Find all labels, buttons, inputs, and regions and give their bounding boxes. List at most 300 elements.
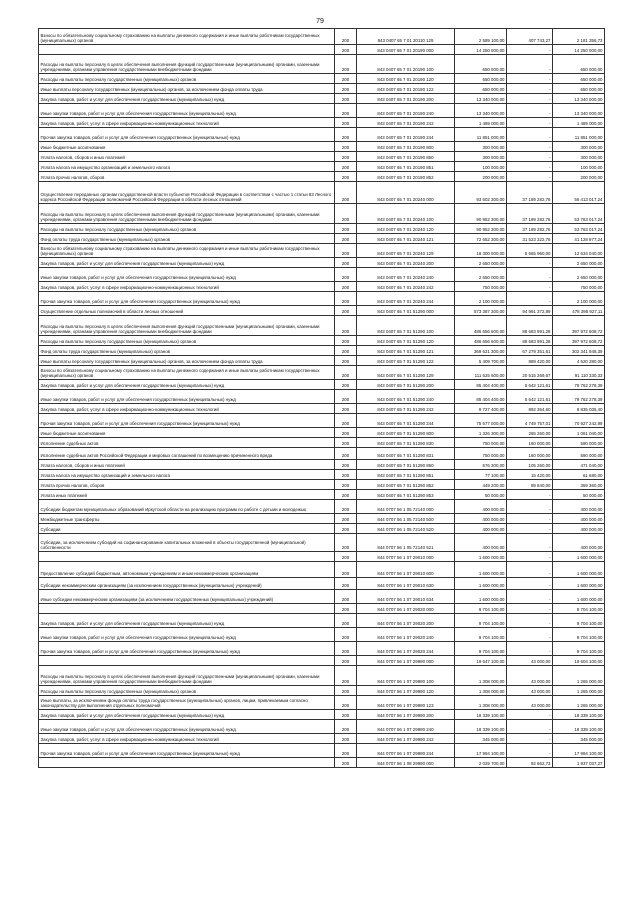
row-code-cell: 200 — [335, 94, 357, 104]
row-code-cell: 200 — [335, 686, 357, 696]
row-kbk-cell: 843 0407 65 7 01 20190 240 — [357, 104, 455, 118]
row-approved-cell: 18 339 100,00 — [455, 720, 507, 734]
row-executed-cell: 160 000,00 — [507, 438, 553, 448]
row-code-cell: 200 — [335, 162, 357, 172]
row-executed-cell: - — [507, 710, 553, 720]
row-code-cell: 200 — [335, 514, 357, 524]
row-code-cell: 200 — [335, 710, 357, 720]
row-approved-cell: 85 404 400,00 — [455, 380, 507, 390]
table-row — [39, 94, 605, 104]
row-executed-cell: 889 420,00 — [507, 356, 553, 366]
row-executed-cell: 265 260,00 — [507, 428, 553, 438]
row-approved-cell: 2 650 000,00 — [455, 268, 507, 282]
row-unexecuted-cell: 70 927 242,99 — [553, 414, 605, 428]
row-name-cell: Фонд оплаты труда государственных (муниципальных) органов — [39, 346, 335, 356]
row-name-cell: Иные закупки товаров, работ и услуг для обеспечения государственных (муниципальных) нужд — [39, 628, 335, 642]
row-unexecuted-cell: 2 100 000,00 — [553, 292, 605, 306]
row-name-cell: Расходы на выплаты персоналу в целях обеспечения выполнения функций государственными (муниципальными) органами, казенными учреждениями, органами управления государственными внебюджетными фондами — [39, 204, 335, 224]
row-approved-cell: 2 100 000,00 — [455, 292, 507, 306]
table-row — [39, 720, 605, 734]
row-unexecuted-cell: 400 000,00 — [553, 524, 605, 534]
row-code-cell: 200 — [335, 758, 357, 768]
row-code-cell: 200 — [335, 346, 357, 356]
row-code-cell: 200 — [335, 448, 357, 460]
table-row — [39, 292, 605, 306]
row-kbk-cell: 843 0407 65 7 01 20240 200 — [357, 258, 455, 268]
row-approved-cell: 77 100,00 — [455, 470, 507, 480]
row-unexecuted-cell: 13 340 000,00 — [553, 94, 605, 104]
row-approved-cell: 449 200,00 — [455, 480, 507, 490]
table-row — [39, 614, 605, 628]
row-kbk-cell: 843 0407 65 7 01 20240 120 — [357, 224, 455, 234]
row-executed-cell: 94 991 372,89 — [507, 306, 553, 316]
row-name-cell: Исполнение судебных актов Российской Федерации и мировых соглашений по возмещению причиненного вреда — [39, 448, 335, 460]
row-unexecuted-cell: 400 000,00 — [553, 534, 605, 552]
row-name-cell: Прочая закупка товаров, работ и услуг для обеспечения государственных (муниципальных) нужд — [39, 128, 335, 142]
row-kbk-cell: 843 0407 65 7 01 51290 831 — [357, 448, 455, 460]
row-unexecuted-cell: 100 000,00 — [553, 162, 605, 172]
row-unexecuted-cell: 18 339 100,00 — [553, 710, 605, 720]
row-executed-cell: - — [507, 578, 553, 590]
table-row — [39, 460, 605, 470]
table-row — [39, 490, 605, 500]
row-unexecuted-cell: 1 265 000,00 — [553, 686, 605, 696]
row-name-cell: Взносы по обязательному социальному страхованию на выплаты денежного содержания и иные выплаты работникам государственных (муниципальных) органов — [39, 244, 335, 258]
row-code-cell: 200 — [335, 128, 357, 142]
row-code-cell: 200 — [335, 562, 357, 578]
row-approved-cell: 85 404 400,00 — [455, 390, 507, 404]
row-code-cell: 200 — [335, 74, 357, 84]
row-approved-cell: 1 600 000,00 — [455, 578, 507, 590]
row-kbk-cell: 844 0707 56 1 07 29990 244 — [357, 744, 455, 758]
row-kbk-cell: 844 0707 56 1 07 29020 200 — [357, 614, 455, 628]
row-unexecuted-cell: 56 413 017,24 — [553, 182, 605, 204]
row-code-cell: 200 — [335, 182, 357, 204]
table-row — [39, 172, 605, 182]
table-row — [39, 29, 605, 45]
row-name-cell — [39, 552, 335, 562]
row-code-cell: 200 — [335, 244, 357, 258]
table-row — [39, 524, 605, 534]
table-row — [39, 404, 605, 414]
table-row — [39, 268, 605, 282]
row-name-cell: Иные бюджетные ассигнования — [39, 428, 335, 438]
row-approved-cell: 750 000,00 — [455, 438, 507, 448]
row-approved-cell: 573 387 300,00 — [455, 306, 507, 316]
row-executed-cell: - — [507, 490, 553, 500]
row-kbk-cell: 844 0707 56 1 07 29990 240 — [357, 720, 455, 734]
row-approved-cell: 400 000,00 — [455, 524, 507, 534]
row-kbk-cell: 844 0707 56 1 05 72140 520 — [357, 524, 455, 534]
row-executed-cell: 5 642 121,61 — [507, 380, 553, 390]
row-executed-cell: - — [507, 128, 553, 142]
row-code-cell: 200 — [335, 438, 357, 448]
row-name-cell: Расходы на выплаты персоналу государственных (муниципальных) органов — [39, 336, 335, 346]
row-executed-cell: - — [507, 514, 553, 524]
row-approved-cell: 486 656 600,00 — [455, 316, 507, 336]
row-executed-cell: 88 683 991,28 — [507, 316, 553, 336]
row-kbk-cell: 844 0707 56 1 07 29990 242 — [357, 734, 455, 744]
table-row — [39, 552, 605, 562]
table-row — [39, 366, 605, 380]
row-kbk-cell: 843 0407 65 7 01 51290 851 — [357, 470, 455, 480]
row-name-cell: Иные закупки товаров, работ и услуг для обеспечения государственных (муниципальных) нужд — [39, 268, 335, 282]
row-unexecuted-cell: 1 061 040,00 — [553, 428, 605, 438]
row-kbk-cell: 843 0407 65 7 01 51290 852 — [357, 480, 455, 490]
row-kbk-cell: 844 0707 56 1 07 29020 244 — [357, 642, 455, 656]
row-kbk-cell: 843 0407 65 7 01 20190 852 — [357, 172, 455, 182]
row-executed-cell: 5 665 960,00 — [507, 244, 553, 258]
row-code-cell: 200 — [335, 614, 357, 628]
row-approved-cell: 90 952 300,00 — [455, 224, 507, 234]
row-name-cell: Субсидии, за исключением субсидий на софинансирование капитальных вложений в объекты государственной (муниципальной) собственности — [39, 534, 335, 552]
row-executed-cell: 43 000,00 — [507, 656, 553, 666]
row-kbk-cell: 844 0707 56 1 07 29990 100 — [357, 666, 455, 686]
row-unexecuted-cell: 2 650 000,00 — [553, 268, 605, 282]
table-row — [39, 710, 605, 720]
row-kbk-cell: 843 0407 65 7 01 20240 121 — [357, 234, 455, 244]
row-approved-cell: 9 727 400,00 — [455, 404, 507, 414]
row-executed-cell: 92 662,73 — [507, 758, 553, 768]
row-name-cell: Взносы по обязательному социальному страхованию на выплаты денежного содержания и иные выплаты работникам государственных (муниципальных) органов — [39, 366, 335, 380]
row-executed-cell: 43 000,00 — [507, 666, 553, 686]
row-unexecuted-cell: 300 000,00 — [553, 142, 605, 152]
row-unexecuted-cell: 300 000,00 — [553, 152, 605, 162]
row-approved-cell: 369 621 300,00 — [455, 346, 507, 356]
row-executed-cell: 407 743,27 — [507, 29, 553, 45]
row-unexecuted-cell: 91 110 330,33 — [553, 366, 605, 380]
row-name-cell — [39, 656, 335, 666]
row-approved-cell: 650 000,00 — [455, 84, 507, 94]
row-code-cell: 200 — [335, 258, 357, 268]
row-kbk-cell: 843 0407 65 7 01 51290 830 — [357, 438, 455, 448]
table-row — [39, 224, 605, 234]
row-approved-cell: 1 489 000,00 — [455, 118, 507, 128]
row-code-cell: 200 — [335, 142, 357, 152]
row-unexecuted-cell: 1 600 000,00 — [553, 578, 605, 590]
row-approved-cell: 2 029 700,00 — [455, 758, 507, 768]
row-approved-cell: 750 000,00 — [455, 282, 507, 292]
row-kbk-cell: 843 0407 65 7 01 51290 244 — [357, 414, 455, 428]
row-code-cell: 200 — [335, 428, 357, 438]
row-kbk-cell: 843 0407 65 7 01 51290 122 — [357, 356, 455, 366]
row-executed-cell: - — [507, 74, 553, 84]
table-row — [39, 244, 605, 258]
row-code-cell: 200 — [335, 734, 357, 744]
row-name-cell: Осуществление отдельных полномочий в области лесных отношений — [39, 306, 335, 316]
row-name-cell: Закупка товаров, работ, услуг в сфере информационно-коммуникационных технологий — [39, 404, 335, 414]
row-approved-cell: 5 409 700,00 — [455, 356, 507, 366]
row-executed-cell: 43 000,00 — [507, 696, 553, 710]
row-code-cell: 200 — [335, 656, 357, 666]
row-approved-cell: 9 704 100,00 — [455, 628, 507, 642]
row-name-cell: Уплата иных платежей — [39, 490, 335, 500]
row-executed-cell: 20 515 269,67 — [507, 366, 553, 380]
row-kbk-cell: 843 0407 65 7 01 51290 242 — [357, 404, 455, 414]
row-unexecuted-cell: 1 489 000,00 — [553, 118, 605, 128]
row-name-cell: Закупка товаров, работ и услуг для обеспечения государственных (муниципальных) нужд — [39, 94, 335, 104]
row-unexecuted-cell: 2 181 356,73 — [553, 29, 605, 45]
row-code-cell: 200 — [335, 29, 357, 45]
row-kbk-cell: 843 0407 65 7 01 51290 800 — [357, 428, 455, 438]
row-kbk-cell: 844 0707 56 1 07 29010 634 — [357, 590, 455, 604]
row-name-cell: Расходы на выплаты персоналу в целях обеспечения выполнения функций государственными (муниципальными) органами, казенными учреждениями, органами управления государственными внебюджетными фондами — [39, 55, 335, 74]
row-code-cell: 200 — [335, 268, 357, 282]
row-approved-cell: 400 000,00 — [455, 500, 507, 514]
table-row — [39, 380, 605, 390]
row-unexecuted-cell: 19 604 100,00 — [553, 656, 605, 666]
row-name-cell — [39, 45, 335, 55]
table-row — [39, 534, 605, 552]
row-name-cell: Иные выплаты персоналу государственных (муниципальных) органов, за исключением фонда оплаты труда — [39, 84, 335, 94]
row-name-cell: Уплата налога на имущество организаций и земельного налога — [39, 470, 335, 480]
budget-table-body — [39, 29, 605, 768]
table-row — [39, 162, 605, 172]
table-row — [39, 306, 605, 316]
row-kbk-cell: 843 0407 65 7 01 20110 129 — [357, 29, 455, 45]
row-name-cell: Расходы на выплаты персоналу государственных (муниципальных) органов — [39, 686, 335, 696]
row-approved-cell: 300 000,00 — [455, 142, 507, 152]
row-name-cell: Закупка товаров, работ и услуг для обеспечения государственных (муниципальных) нужд — [39, 258, 335, 268]
table-row — [39, 686, 605, 696]
table-row — [39, 152, 605, 162]
row-name-cell: Уплата налогов, сборов и иных платежей — [39, 152, 335, 162]
row-code-cell: 200 — [335, 696, 357, 710]
row-executed-cell: - — [507, 590, 553, 604]
row-unexecuted-cell: 12 634 040,00 — [553, 244, 605, 258]
row-approved-cell: 1 326 300,00 — [455, 428, 507, 438]
row-code-cell: 200 — [335, 534, 357, 552]
row-code-cell: 200 — [335, 55, 357, 74]
row-executed-cell: 43 000,00 — [507, 686, 553, 696]
table-row — [39, 258, 605, 268]
row-kbk-cell: 844 0707 56 1 07 29990 000 — [357, 656, 455, 666]
row-name-cell: Иные выплаты персоналу государственных (муниципальных) органов, за исключением фонда оплаты труда — [39, 356, 335, 366]
row-executed-cell: - — [507, 562, 553, 578]
row-name-cell: Взносы по обязательному социальному страхованию на выплаты денежного содержания и иные выплаты работникам государственных (муниципальных) органов — [39, 29, 335, 45]
row-executed-cell: 88 683 991,28 — [507, 336, 553, 346]
row-unexecuted-cell: 61 680,00 — [553, 470, 605, 480]
row-name-cell: Прочая закупка товаров, работ и услуг для обеспечения государственных (муниципальных) нужд — [39, 414, 335, 428]
row-unexecuted-cell: 1 265 000,00 — [553, 666, 605, 686]
table-row — [39, 590, 605, 604]
row-code-cell: 200 — [335, 306, 357, 316]
table-row — [39, 128, 605, 142]
row-unexecuted-cell: 1 600 000,00 — [553, 562, 605, 578]
row-name-cell: Закупка товаров, работ и услуг для обеспечения государственных (муниципальных) нужд — [39, 380, 335, 390]
row-kbk-cell: 843 0407 65 7 01 51290 200 — [357, 380, 455, 390]
row-unexecuted-cell: 9 704 100,00 — [553, 628, 605, 642]
row-code-cell: 200 — [335, 604, 357, 614]
row-name-cell: Расходы на выплаты персоналу государственных (муниципальных) органов — [39, 74, 335, 84]
row-approved-cell: 14 250 000,00 — [455, 45, 507, 55]
row-kbk-cell: 844 0707 56 1 07 29990 123 — [357, 696, 455, 710]
row-kbk-cell: 843 0407 65 7 01 20190 120 — [357, 74, 455, 84]
row-kbk-cell: 843 0407 65 7 01 20190 244 — [357, 128, 455, 142]
row-name-cell: Расходы на выплаты персоналу в целях обеспечения выполнения функций государственными (муниципальными) органами, казенными учреждениями, органами управления государственными внебюджетными фондами — [39, 316, 335, 336]
table-row — [39, 696, 605, 710]
row-unexecuted-cell: 750 000,00 — [553, 282, 605, 292]
table-row — [39, 55, 605, 74]
table-row — [39, 562, 605, 578]
row-approved-cell: 90 952 300,00 — [455, 204, 507, 224]
row-approved-cell: 576 300,00 — [455, 460, 507, 470]
row-unexecuted-cell: 400 000,00 — [553, 500, 605, 514]
row-executed-cell: - — [507, 84, 553, 94]
row-code-cell: 200 — [335, 500, 357, 514]
row-unexecuted-cell: 1 265 000,00 — [553, 696, 605, 710]
row-executed-cell: - — [507, 162, 553, 172]
row-name-cell: Прочая закупка товаров, работ и услуг для обеспечения государственных (муниципальных) нужд — [39, 744, 335, 758]
row-code-cell: 200 — [335, 380, 357, 390]
row-executed-cell: - — [507, 55, 553, 74]
row-executed-cell: 5 642 121,61 — [507, 390, 553, 404]
row-executed-cell: - — [507, 534, 553, 552]
row-code-cell: 200 — [335, 744, 357, 758]
page-number: 79 — [316, 18, 324, 25]
table-row — [39, 118, 605, 128]
row-code-cell: 200 — [335, 356, 357, 366]
row-approved-cell: 2 650 000,00 — [455, 258, 507, 268]
row-kbk-cell: 844 0707 56 1 07 29010 000 — [357, 552, 455, 562]
row-unexecuted-cell: 2 650 000,00 — [553, 258, 605, 268]
row-kbk-cell: 844 0707 56 1 05 72140 000 — [357, 500, 455, 514]
row-code-cell: 200 — [335, 404, 357, 414]
row-executed-cell: - — [507, 268, 553, 282]
row-executed-cell: - — [507, 142, 553, 152]
row-executed-cell: - — [507, 292, 553, 306]
row-executed-cell: - — [507, 258, 553, 268]
table-row — [39, 656, 605, 666]
table-row — [39, 428, 605, 438]
row-executed-cell: - — [507, 552, 553, 562]
row-unexecuted-cell: 41 128 977,24 — [553, 234, 605, 244]
table-row — [39, 204, 605, 224]
row-name-cell: Иные бюджетные ассигнования — [39, 142, 335, 152]
row-code-cell: 200 — [335, 590, 357, 604]
budget-table — [38, 28, 605, 768]
row-executed-cell: 67 279 351,61 — [507, 346, 553, 356]
row-approved-cell: 19 647 100,00 — [455, 656, 507, 666]
row-kbk-cell: 844 0707 56 1 07 29990 120 — [357, 686, 455, 696]
row-kbk-cell: 843 0407 65 7 01 51290 121 — [357, 346, 455, 356]
row-unexecuted-cell: 8 835 035,40 — [553, 404, 605, 414]
table-row — [39, 734, 605, 744]
row-kbk-cell: 843 0407 65 7 01 51290 850 — [357, 460, 455, 470]
row-approved-cell: 200 000,00 — [455, 172, 507, 182]
row-kbk-cell: 843 0407 65 7 01 20240 129 — [357, 244, 455, 258]
row-executed-cell: - — [507, 94, 553, 104]
row-approved-cell: 300 000,00 — [455, 152, 507, 162]
row-unexecuted-cell: 397 972 608,72 — [553, 336, 605, 346]
row-unexecuted-cell: 17 994 100,00 — [553, 744, 605, 758]
row-executed-cell: - — [507, 744, 553, 758]
row-kbk-cell: 843 0407 65 7 01 20240 240 — [357, 268, 455, 282]
row-name-cell: Иные субсидии некоммерческим организациям (за исключением государственных (муниципальных) учреждений) — [39, 590, 335, 604]
row-code-cell: 200 — [335, 460, 357, 470]
row-unexecuted-cell: 200 000,00 — [553, 172, 605, 182]
row-name-cell: Прочая закупка товаров, работ и услуг для обеспечения государственных (муниципальных) нужд — [39, 292, 335, 306]
row-code-cell: 200 — [335, 480, 357, 490]
row-name-cell: Уплата прочих налогов, сборов — [39, 480, 335, 490]
row-unexecuted-cell: 9 704 100,00 — [553, 604, 605, 614]
row-name-cell: Субсидии бюджетам муниципальных образований Иркутской области на реализацию программ по работе с детьми и молодежью — [39, 500, 335, 514]
row-name-cell: Исполнение судебных актов — [39, 438, 335, 448]
table-row — [39, 316, 605, 336]
row-approved-cell: 750 000,00 — [455, 448, 507, 460]
table-row — [39, 514, 605, 524]
row-code-cell: 200 — [335, 642, 357, 656]
row-code-cell: 200 — [335, 104, 357, 118]
row-name-cell: Предоставление субсидий бюджетным, автономным учреждениям и иным некоммерческим организациям — [39, 562, 335, 578]
row-approved-cell: 1 600 000,00 — [455, 590, 507, 604]
row-code-cell: 200 — [335, 390, 357, 404]
row-code-cell: 200 — [335, 628, 357, 642]
row-name-cell: Фонд оплаты труда государственных (муниципальных) органов — [39, 234, 335, 244]
row-name-cell — [39, 604, 335, 614]
row-name-cell: Закупка товаров, работ и услуг для обеспечения государственных (муниципальных) нужд — [39, 710, 335, 720]
row-kbk-cell: 843 0407 65 7 01 20190 000 — [357, 45, 455, 55]
table-row — [39, 356, 605, 366]
row-unexecuted-cell: 345 000,00 — [553, 734, 605, 744]
row-approved-cell: 2 589 100,00 — [455, 29, 507, 45]
row-code-cell: 200 — [335, 172, 357, 182]
row-unexecuted-cell: 79 762 278,39 — [553, 390, 605, 404]
row-code-cell: 200 — [335, 282, 357, 292]
row-name-cell: Иные закупки товаров, работ и услуг для обеспечения государственных (муниципальных) нужд — [39, 104, 335, 118]
row-name-cell: Субсидии некоммерческим организациям (за исключением государственных (муниципальных) учреждений) — [39, 578, 335, 590]
row-kbk-cell: 843 0407 65 7 01 20190 242 — [357, 118, 455, 128]
row-approved-cell: 50 000,00 — [455, 490, 507, 500]
row-approved-cell: 650 000,00 — [455, 74, 507, 84]
table-row — [39, 390, 605, 404]
row-unexecuted-cell: 53 763 017,24 — [553, 204, 605, 224]
row-approved-cell: 1 600 000,00 — [455, 562, 507, 578]
row-kbk-cell: 843 0407 65 7 01 20240 242 — [357, 282, 455, 292]
row-code-cell: 200 — [335, 490, 357, 500]
row-code-cell: 200 — [335, 45, 357, 55]
table-row — [39, 500, 605, 514]
row-code-cell: 200 — [335, 366, 357, 380]
row-approved-cell: 1 600 000,00 — [455, 552, 507, 562]
row-executed-cell: - — [507, 282, 553, 292]
table-row — [39, 346, 605, 356]
table-row — [39, 628, 605, 642]
table-row — [39, 666, 605, 686]
table-row — [39, 758, 605, 768]
row-kbk-cell: 843 0407 65 7 01 51290 100 — [357, 316, 455, 336]
table-row — [39, 470, 605, 480]
row-executed-cell: - — [507, 614, 553, 628]
row-code-cell: 200 — [335, 152, 357, 162]
table-row — [39, 142, 605, 152]
row-approved-cell: 13 340 000,00 — [455, 94, 507, 104]
row-approved-cell: 111 625 600,00 — [455, 366, 507, 380]
row-kbk-cell: 844 0707 56 1 07 29010 630 — [357, 578, 455, 590]
row-unexecuted-cell: 590 000,00 — [553, 438, 605, 448]
row-unexecuted-cell: 471 040,00 — [553, 460, 605, 470]
row-kbk-cell: 843 0407 65 7 01 20240 000 — [357, 182, 455, 204]
row-kbk-cell: 844 0707 56 1 08 29990 000 — [357, 758, 455, 768]
row-code-cell: 200 — [335, 414, 357, 428]
row-unexecuted-cell: 4 520 280,00 — [553, 356, 605, 366]
row-name-cell: Расходы на выплаты персоналу государственных (муниципальных) органов — [39, 224, 335, 234]
row-approved-cell: 93 602 300,00 — [455, 182, 507, 204]
row-approved-cell: 18 300 000,00 — [455, 244, 507, 258]
row-kbk-cell: 843 0407 65 7 01 20190 800 — [357, 142, 455, 152]
table-row — [39, 84, 605, 94]
row-unexecuted-cell: 9 704 100,00 — [553, 614, 605, 628]
